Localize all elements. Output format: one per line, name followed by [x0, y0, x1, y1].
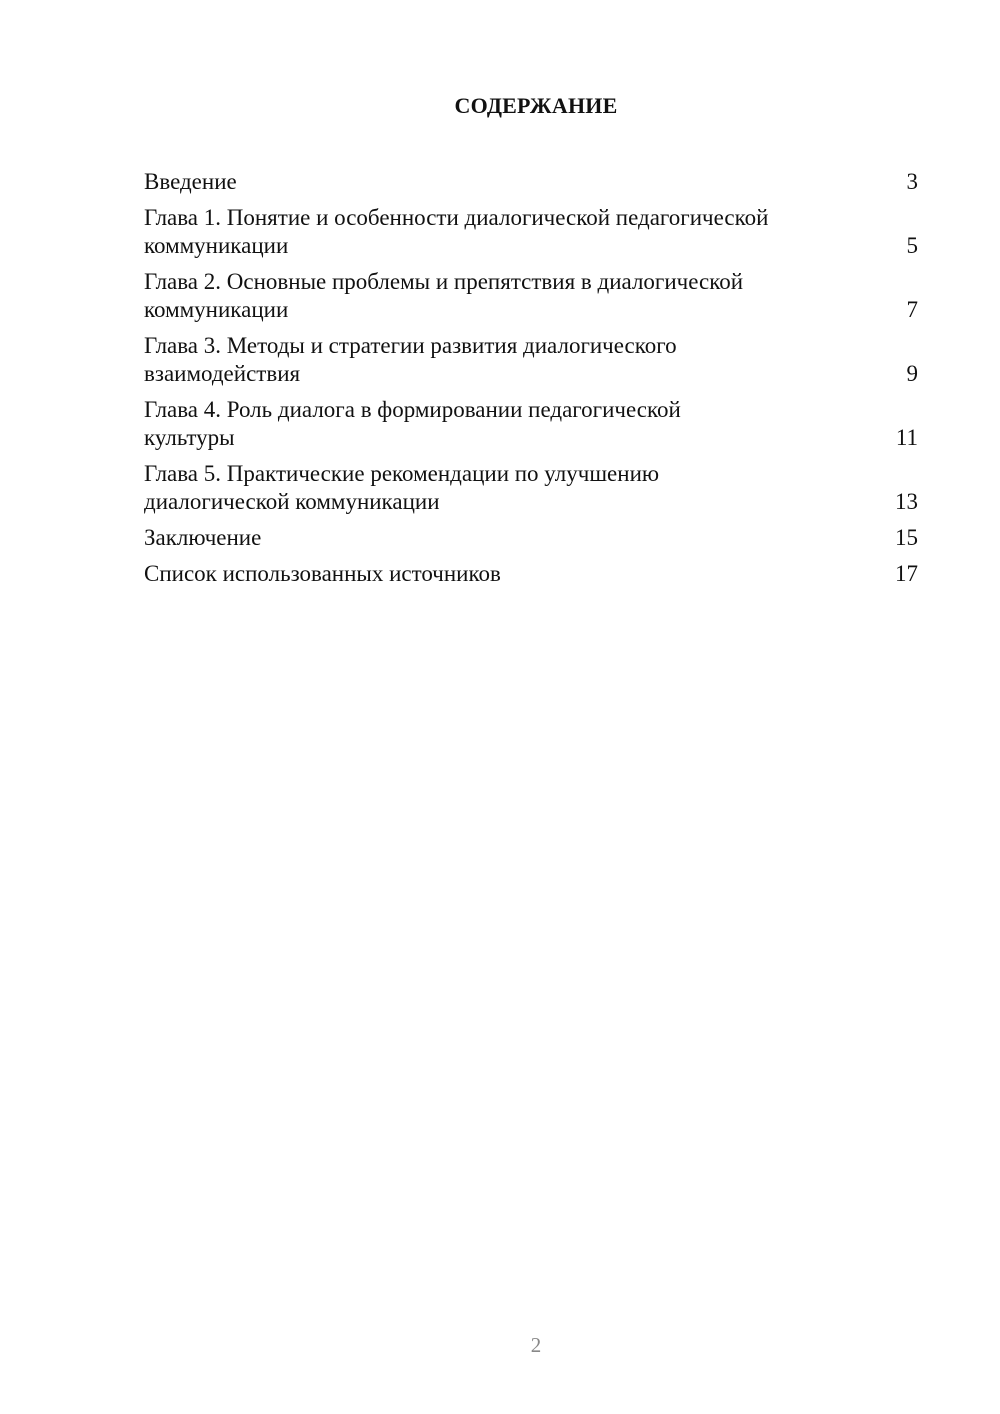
- toc-entry-label: Введение: [144, 169, 237, 194]
- toc-title: СОДЕРЖАНИЕ: [454, 93, 618, 118]
- toc-entry-label: Глава 1. Понятие и особенности диалогической педагогической коммуникации: [144, 205, 769, 258]
- toc-entry-label: Глава 5. Практические рекомендации по улучшению диалогической коммуникации: [144, 461, 660, 514]
- toc-entry-conclusion: [144, 524, 918, 552]
- toc-entry-page: 17: [895, 561, 918, 586]
- toc-entry-page: 5: [906, 233, 918, 258]
- toc-entry-page: 15: [895, 525, 918, 550]
- toc-entry-references: [144, 560, 918, 588]
- toc-entry-chapter-3: [144, 332, 918, 388]
- toc-list: [144, 168, 918, 596]
- page-number: 2: [530, 1333, 542, 1357]
- toc-entry-label: Глава 2. Основные проблемы и препятствия в диалогической коммуникации: [144, 269, 744, 322]
- toc-entry-chapter-1: [144, 204, 918, 260]
- toc-entry-page: 9: [906, 361, 918, 386]
- toc-entry-label: Глава 3. Методы и стратегии развития диалогического взаимодействия: [144, 333, 677, 386]
- toc-entry-introduction: [144, 168, 918, 196]
- toc-entry-page: 3: [906, 169, 918, 194]
- toc-entry-chapter-5: [144, 460, 918, 516]
- toc-entry-page: 11: [895, 425, 918, 450]
- toc-entry-label: Глава 4. Роль диалога в формировании педагогической культуры: [144, 397, 681, 450]
- toc-entry-label: Список использованных источников: [144, 561, 501, 586]
- toc-entry-chapter-4: [144, 396, 918, 452]
- toc-entry-page: 13: [895, 489, 918, 514]
- toc-entry-page: 7: [906, 297, 918, 322]
- toc-entry-chapter-2: [144, 268, 918, 324]
- toc-entry-label: Заключение: [144, 525, 262, 550]
